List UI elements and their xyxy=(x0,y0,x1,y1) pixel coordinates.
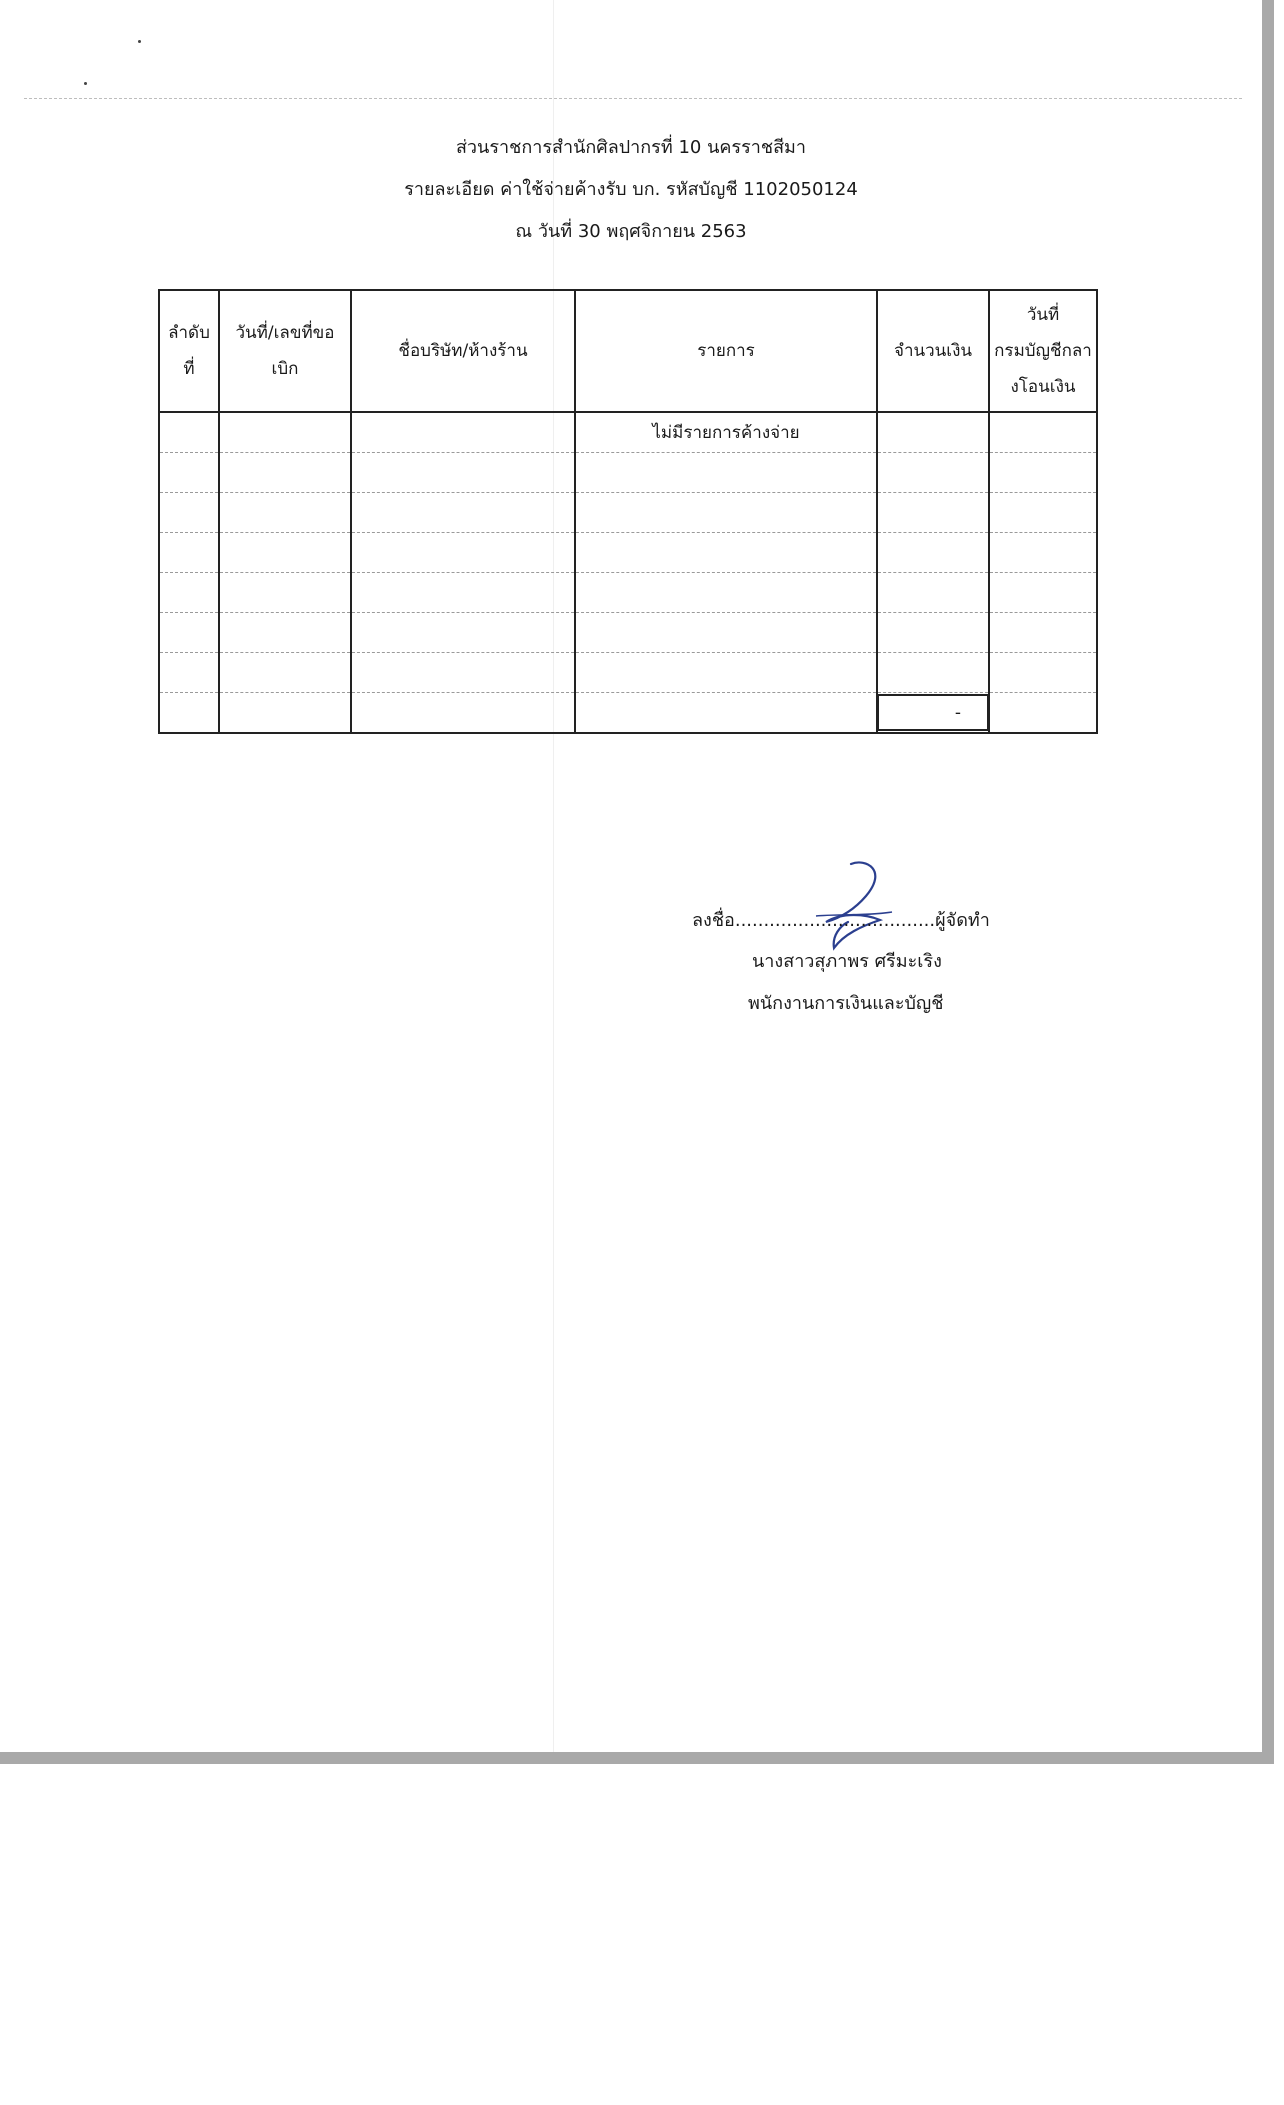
table-row xyxy=(159,412,1097,453)
col-header-order: ลำดับ ที่ xyxy=(159,290,219,412)
col-header-transfer-date: วันที่ กรมบัญชีกลา งโอนเงิน xyxy=(989,290,1097,412)
header-date: ณ วันที่ 30 พฤศจิกายน 2563 xyxy=(515,221,747,242)
no-outstanding-note: ไม่มีรายการค้างจ่าย xyxy=(575,412,877,453)
table-row xyxy=(159,573,1097,613)
table-row xyxy=(159,533,1097,573)
signer-name: นางสาวสุภาพร ศรีมะเริง xyxy=(752,951,942,972)
table-row xyxy=(159,493,1097,533)
signer-position: พนักงานการเงินและบัญชี xyxy=(748,993,944,1014)
signature-line: ลงชื่อ...................................ผู้จัดทำ xyxy=(692,910,990,931)
col-header-item: รายการ xyxy=(575,290,877,412)
table-header-row xyxy=(159,290,1097,412)
scan-speck xyxy=(84,82,87,85)
header-detail: รายละเอียด ค่าใช้จ่ายค้างรับ บก. รหัสบัญชี 1102050124 xyxy=(404,179,858,200)
col-header-date-no: วันที่/เลขที่ขอ เบิก xyxy=(219,290,351,412)
ledger-table xyxy=(158,289,1098,734)
table-row xyxy=(159,653,1097,693)
header-agency: ส่วนราชการสำนักศิลปากรที่ 10 นครราชสีมา xyxy=(455,137,807,158)
fold-line xyxy=(553,0,554,1752)
table-row xyxy=(159,613,1097,653)
col-header-amount: จำนวนเงิน xyxy=(877,290,989,412)
col-header-company: ชื่อบริษัท/ห้างร้าน xyxy=(351,290,575,412)
scan-speck xyxy=(138,40,141,43)
table-row xyxy=(159,453,1097,493)
table-row xyxy=(159,693,1097,734)
total-amount: - xyxy=(877,694,989,731)
scan-line xyxy=(24,98,1242,99)
